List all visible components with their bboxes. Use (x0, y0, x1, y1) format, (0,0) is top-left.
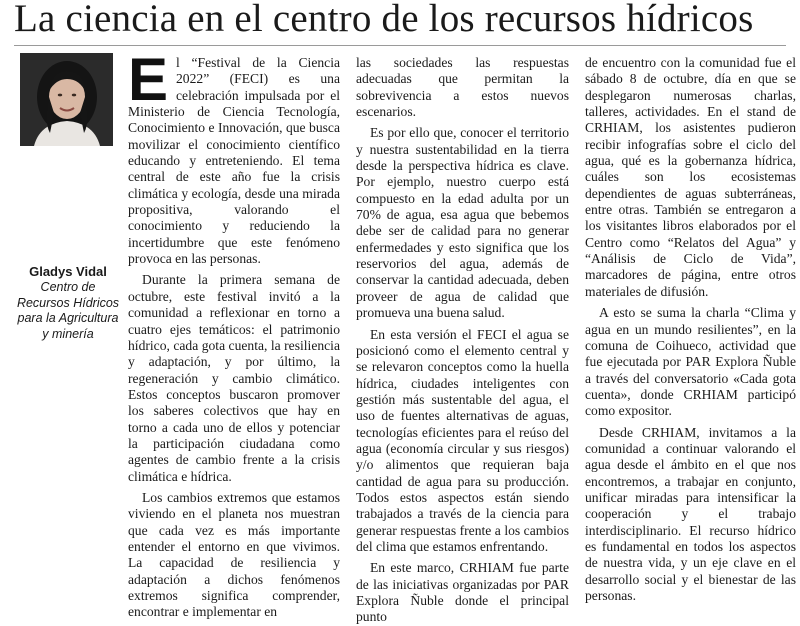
article-column-1 (128, 46, 340, 621)
paragraph: las sociedades las respuestas adecuadas que permitan la sobrevivencia a estos nuevos escenarios. (356, 55, 569, 120)
paragraph: El “Festival de la Ciencia 2022” (FECI) es una celebración impulsada por el Ministerio de Ciencia Tecnología, Conocimiento e Innovación, que busca movilizar el conocimiento científico educando y entreteniendo. El tema central de este año fue la crisis climática y ecología, desde una mirada propositiva, valorando el conocimiento y reduciendo la incertidumbre que este fenómeno provoca en las personas. (128, 46, 340, 267)
headline: La ciencia en el centro de los recursos hídricos (14, 0, 754, 40)
article-column-3 (585, 55, 796, 604)
paragraph: Durante la primera semana de octubre, este festival invitó a la comunidad a reflexionar en torno a cuatro ejes temáticos: el patrimonio hídrico, cada gota cuenta, la resiliencia y adaptación, y por último, la regeneración y cambio climático. Estos conceptos buscaron promover los saberes colectivos que hay en torno a cada uno de ellos y potenciar la participación ciudadana como agentes de cambio frente a la crisis climática e hídrica. (128, 272, 340, 484)
paragraph: Es por ello que, conocer el territorio y nuestra sustentabilidad en la tierra desde la perspectiva hídrica es clave. Por ejemplo, nuestro cuerpo está compuesto en la edad adulta por un 70% de agua, esa agua que bebemos debe ser de calidad para no generar enfermedades y esto significa que los reservorios del agua, además de conservar la cantidad adecuada, deben proveer de agua de calidad que promueva una buena salud. (356, 125, 569, 321)
author-byline (14, 264, 122, 342)
paragraph: En esta versión el FECI el agua se posicionó como el elemento central y se relevaron conceptos como la huella hídrica, ciudades inteligentes con gestión más sustentable del agua, el uso de fuentes alternativas de aguas, tecnologías eficientes para el reúso del agua (economía circular y sus riesgos) y/o alimentos que requieran baja cantidad de agua para su producción. Todos estos aspectos están siendo trabajados a través de la ciencia para generar respuestas frente a los cambios del clima que estamos enfrentando. (356, 326, 569, 554)
paragraph: de encuentro con la comunidad fue el sábado 8 de octubre, día en que se desplegaron numerosas charlas, talleres, actividades. En el stand de CRHIAM, los asistentes pudieron recibir infografías sobre el ciclo del agua, qué es la gobernanza hídrica, cuáles son los ecosistemas dependientes de aguas subterráneas, entre otras. También se entregaron a los visitantes libros elaborados por el Centro como “Relatos del Agua” y “Análisis de Ciclo de Vida”, marcadores de página, entre otros materiales de difusión. (585, 55, 796, 299)
drop-cap: E (128, 46, 169, 113)
author-photo (20, 53, 113, 146)
paragraph: Desde CRHIAM, invitamos a la comunidad a continuar valorando el agua desde el ámbito en el que nos encontremos, a trabajar en conjunto, unificar miradas para intensificar la cooperación y el trabajo interdisciplinario. El recurso hídrico es fundamental en todos los aspectos de nuestra vida, y un eje clave en el desarrollo social y el bienestar de las personas. (585, 424, 796, 603)
author-name: Gladys Vidal (29, 264, 107, 279)
article-column-2 (356, 55, 569, 626)
paragraph: A esto se suma la charla “Clima y agua en un mundo resilientes”, en la comuna de Coihueco, actividad que fue ejecutada por PAR Explora Ñuble a través del conversatorio «Cada gota cuenta», donde CRHIAM participó como expositor. (585, 305, 796, 419)
paragraph: Los cambios extremos que estamos viviendo en el planeta nos muestran que cada vez es más importante entender el entorno en que vivimos. La capacidad de resiliencia y adaptación a dichos fenómenos extremos significa comprender, encontrar e implementar en (128, 489, 340, 620)
paragraph: En este marco, CRHIAM fue parte de las iniciativas organizadas por PAR Explora Ñuble donde el principal punto (356, 560, 569, 625)
author-affiliation: Centro de Recursos Hídricos para la Agricultura y minería (16, 280, 120, 341)
